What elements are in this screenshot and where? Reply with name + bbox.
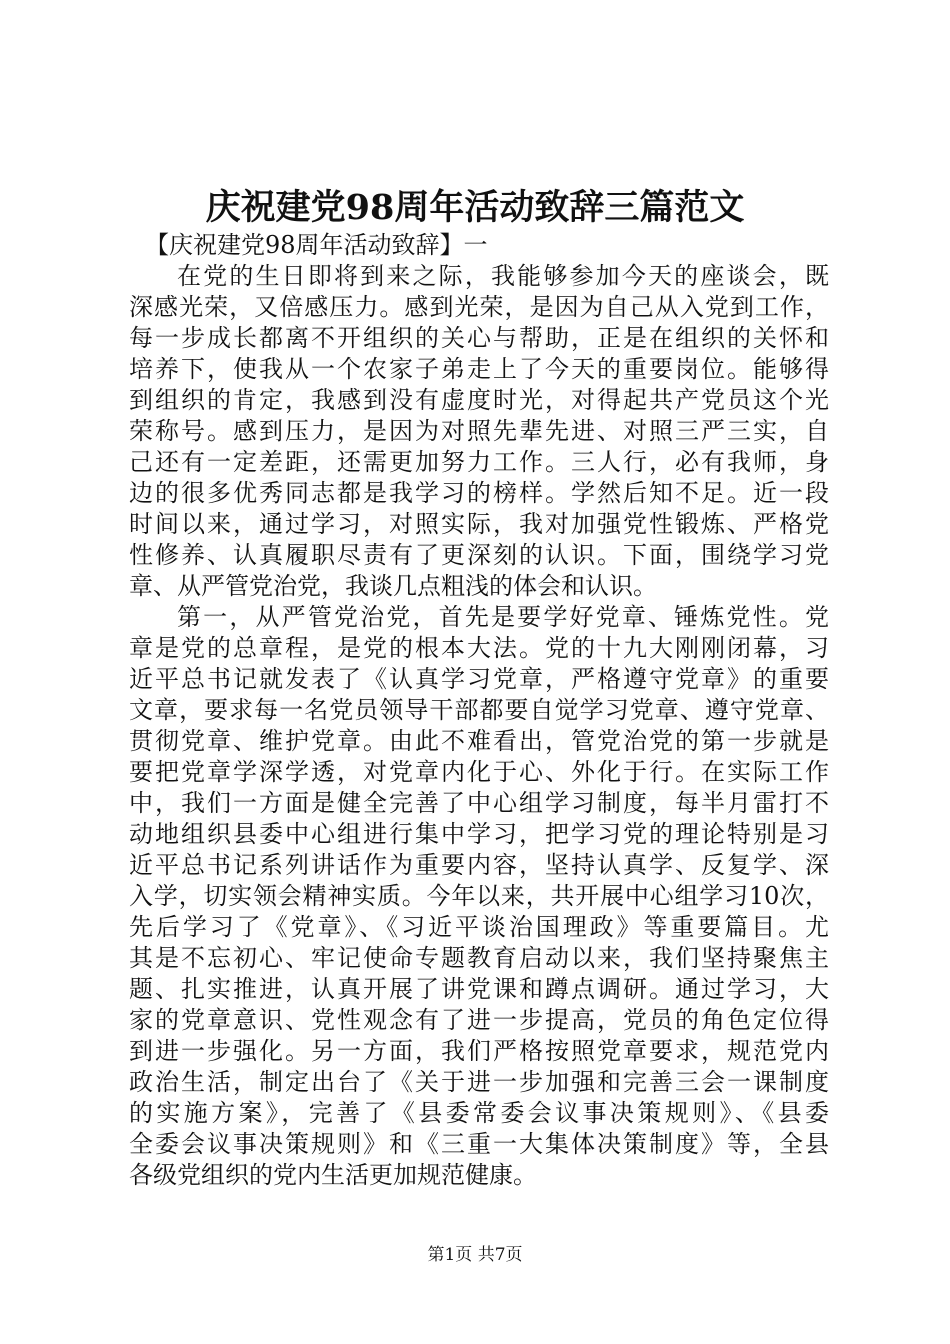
paragraph-line: 每一步成长都离不开组织的关心与帮助，正是在组织的关怀和 xyxy=(129,324,829,352)
page-footer: 第1页 共7页 xyxy=(427,1245,523,1265)
paragraph-line: 近平总书记系列讲话作为重要内容，坚持认真学、反复学、深 xyxy=(129,851,829,879)
paragraph-line: 性修养、认真履职尽责有了更深刻的认识。下面，围绕学习党 xyxy=(129,541,829,569)
paragraph-line: 全委会议事决策规则》和《三重一大集体决策制度》等，全县 xyxy=(129,1130,829,1158)
paragraph-line: 要把党章学深学透，对党章内化于心、外化于行。在实际工作 xyxy=(129,758,829,786)
paragraph-line: 到组织的肯定，我感到没有虚度时光，对得起共产党员这个光 xyxy=(129,386,829,414)
paragraph-line: 的实施方案》，完善了《县委常委会议事决策规则》、《县委 xyxy=(129,1099,829,1127)
paragraph-line: 边的很多优秀同志都是我学习的榜样。学然后知不足。近一段 xyxy=(129,479,829,507)
paragraph-line: 到进一步强化。另一方面，我们严格按照党章要求，规范党内 xyxy=(129,1037,829,1065)
paragraph-line: 章是党的总章程，是党的根本大法。党的十九大刚刚闭幕，习 xyxy=(129,634,829,662)
paragraph-line: 章、从严管党治党，我谈几点粗浅的体会和认识。 xyxy=(129,572,657,600)
paragraph-line: 政治生活，制定出台了《关于进一步加强和完善三会一课制度 xyxy=(129,1068,829,1096)
document-title: 庆祝建党98周年活动致辞三篇范文 xyxy=(205,187,745,228)
paragraph-line: 中，我们一方面是健全完善了中心组学习制度，每半月雷打不 xyxy=(129,789,829,817)
paragraph-line: 培养下，使我从一个农家子弟走上了今天的重要岗位。能够得 xyxy=(129,355,829,383)
paragraph-line: 贯彻党章、维护党章。由此不难看出，管党治党的第一步就是 xyxy=(129,727,829,755)
paragraph-line: 入学，切实领会精神实质。今年以来，共开展中心组学习10次， xyxy=(129,882,829,910)
paragraph-line: 各级党组织的党内生活更加规范健康。 xyxy=(129,1161,537,1189)
paragraph-line: 先后学习了《党章》、《习近平谈治国理政》等重要篇目。尤 xyxy=(129,913,829,941)
paragraph-line: 第一，从严管党治党，首先是要学好党章、锤炼党性。党 xyxy=(177,603,829,631)
paragraph-line: 时间以来，通过学习，对照实际，我对加强党性锻炼、严格党 xyxy=(129,510,829,538)
paragraph-line: 其是不忘初心、牢记使命专题教育启动以来，我们坚持聚焦主 xyxy=(129,944,829,972)
paragraph-line: 在党的生日即将到来之际，我能够参加今天的座谈会，既 xyxy=(177,262,829,290)
paragraph-line: 己还有一定差距，还需更加努力工作。三人行，必有我师，身 xyxy=(129,448,829,476)
paragraph-line: 近平总书记就发表了《认真学习党章，严格遵守党章》的重要 xyxy=(129,665,829,693)
paragraph-line: 荣称号。感到压力，是因为对照先辈先进、对照三严三实，自 xyxy=(129,417,829,445)
section-heading: 【庆祝建党98周年活动致辞】一 xyxy=(145,231,488,259)
document-body xyxy=(129,230,829,1191)
paragraph-line: 动地组织县委中心组进行集中学习，把学习党的理论特别是习 xyxy=(129,820,829,848)
paragraph-line: 文章，要求每一名党员领导干部都要自觉学习党章、遵守党章、 xyxy=(129,696,829,724)
paragraph-line: 家的党章意识、党性观念有了进一步提高，党员的角色定位得 xyxy=(129,1006,829,1034)
paragraph-line: 深感光荣，又倍感压力。感到光荣，是因为自己从入党到工作， xyxy=(129,293,829,321)
paragraph-line: 题、扎实推进，认真开展了讲党课和蹲点调研。通过学习，大 xyxy=(129,975,829,1003)
